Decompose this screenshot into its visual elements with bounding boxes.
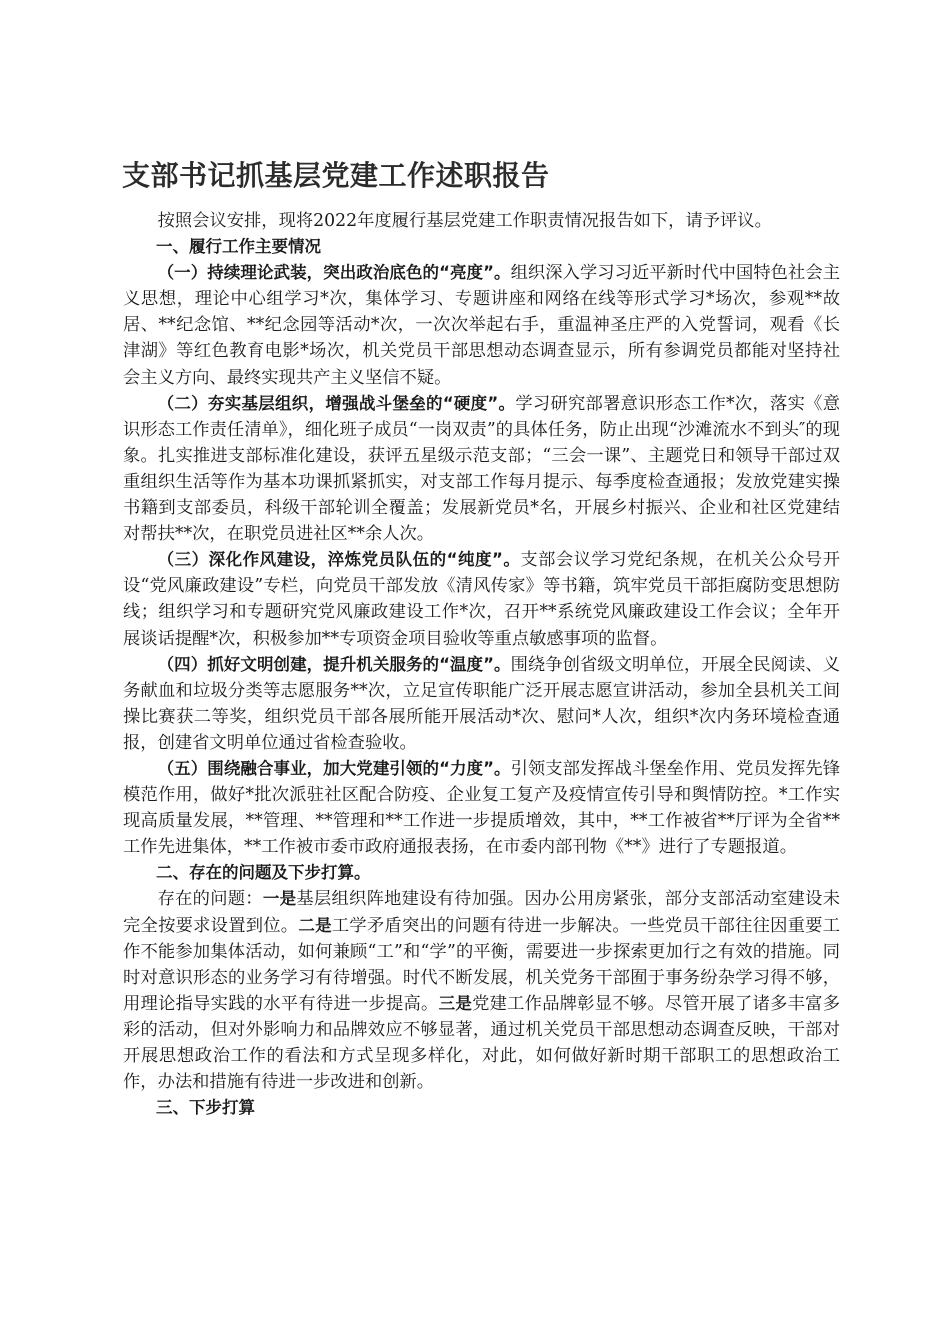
- document-body: [123, 208, 840, 1121]
- problems-paragraph: [123, 886, 840, 1095]
- item-paragraph-2: [123, 391, 840, 548]
- item-lead-4: （四）抓好文明创建，提升机关服务的“温度”。: [157, 654, 511, 674]
- problem-lead-2: 二是: [298, 915, 332, 935]
- item-lead-2: （二）夯实基层组织，增强战斗堡垒的“硬度”。: [157, 393, 516, 413]
- problem-text-3: 党建工作品牌彰显不够。尽管开展了诸多丰富多彩的活动，但对外影响力和品牌效应不够显著，通过机关党员干部思想动态调查反映，干部对开展思想政治工作的看法和方式呈现多样化，对此，如何做好新时期干部职工的思想政治工作，办法和措施有待进一步改进和创新。: [123, 993, 840, 1093]
- section-heading-1: 一、履行工作主要情况: [156, 237, 321, 257]
- item-paragraph-5: [123, 756, 840, 860]
- item-text-5: 引领支部发挥战斗堡垒作用、党员发挥先锋模范作用，做好*批次派驻社区配合防疫、企业复工复产及疫情宣传引导和舆情防控。*工作实现高质量发展，**管理、**管理和**工作进一步提质增效，其中，**工作被省**厅评为全省**工作先进集体，**工作被市委市政府通报表扬，在市委内部刊物《**》进行了专题报道。: [123, 758, 840, 858]
- problem-text-2: 工学矛盾突出的问题有待进一步解决。一些党员干部往往因重要工作不能参加集体活动，如何兼顾“工”和“学”的平衡，需要进一步探索更加行之有效的措施。同时对意识形态的业务学习有待增强。时代不断发展，机关党务干部囿于事务纷杂学习得不够，用理论指导实践的水平有待进一步提高。: [123, 915, 840, 1014]
- item-paragraph-1: [123, 260, 840, 390]
- problem-lead-3: 三是: [438, 993, 473, 1013]
- intro-paragraph: 按照会议安排，现将2022年度履行基层党建工作职责情况报告如下，请予评议。: [157, 211, 772, 231]
- item-paragraph-3: [123, 547, 840, 651]
- item-text-2: 学习研究部署意识形态工作*次，落实《意识形态工作责任清单》，细化班子成员“一岗双责”的具体任务，防止出现“沙滩流水不到头″的现象。扎实推进支部标准化建设，获评五星级示范支部；“三会一课”、主题党日和领导干部过双重组织生活等作为基本功课抓紧抓实，对支部工作每月提示、每季度检查通报；发放党建实操书籍到支部委员，科级干部轮训全覆盖；发展新党员*名，开展乡村振兴、企业和社区党建结对帮扶**次，在职党员进社区**余人次。: [123, 393, 840, 545]
- problems-prefix: 存在的问题：: [157, 889, 263, 910]
- document-title: 支部书记抓基层党建工作述职报告: [122, 159, 550, 192]
- item-text-1: 组织深入学习习近平新时代中国特色社会主义思想，理论中心组学习*次，集体学习、专题讲座和网络在线等形式学习*场次，参观**故居、**纪念馆、**纪念园等活动*次，一次次举起右手，重温神圣庄严的入党誓词，观看《长津湖》等红色教育电影*场次，机关党员干部思想动态调查显示，所有参调党员都能对坚持社会主义方向、最终实现共产主义坚信不疑。: [123, 263, 840, 388]
- item-lead-3: （三）深化作风建设，淬炼党员队伍的“纯度”。: [157, 550, 521, 570]
- problem-lead-1: 一是: [262, 889, 297, 909]
- item-text-4: 围绕争创省级文明单位，开展全民阅读、义务献血和垃圾分类等志愿服务**次，立足宣传职能广泛开展志愿宣讲活动，参加全县机关工间操比赛获二等奖，组织党员干部各展所能开展活动*次、慰问*人次，组织*次内务环境检查通报，创建省文明单位通过省检查验收。: [123, 654, 840, 753]
- item-text-3: 支部会议学习党纪条规，在机关公众号开设“党风廉政建设”专栏，向党员干部发放《清风传家》等书籍，筑牢党员干部拒腐防变思想防线；组织学习和专题研究党风廉政建设工作*次，召开**系统党风廉政建设工作会议；全年开展谈话提醒*次，积极参加**专项资金项目验收等重点敏感事项的监督。: [123, 550, 840, 649]
- item-lead-1: （一）持续理论武装，突出政治底色的“亮度”。: [157, 263, 511, 283]
- item-paragraph-4: [123, 652, 840, 756]
- problem-text-1: 基层组织阵地建设有待加强。因办公用房紧张，部分支部活动室建设未完全按要求设置到位。: [123, 889, 840, 936]
- item-lead-5: （五）围绕融合事业，加大党建引领的“力度”。: [157, 758, 511, 778]
- section-heading-2: 二、存在的问题及下步打算。: [156, 863, 371, 883]
- section-heading-3: 三、下步打算: [156, 1098, 255, 1118]
